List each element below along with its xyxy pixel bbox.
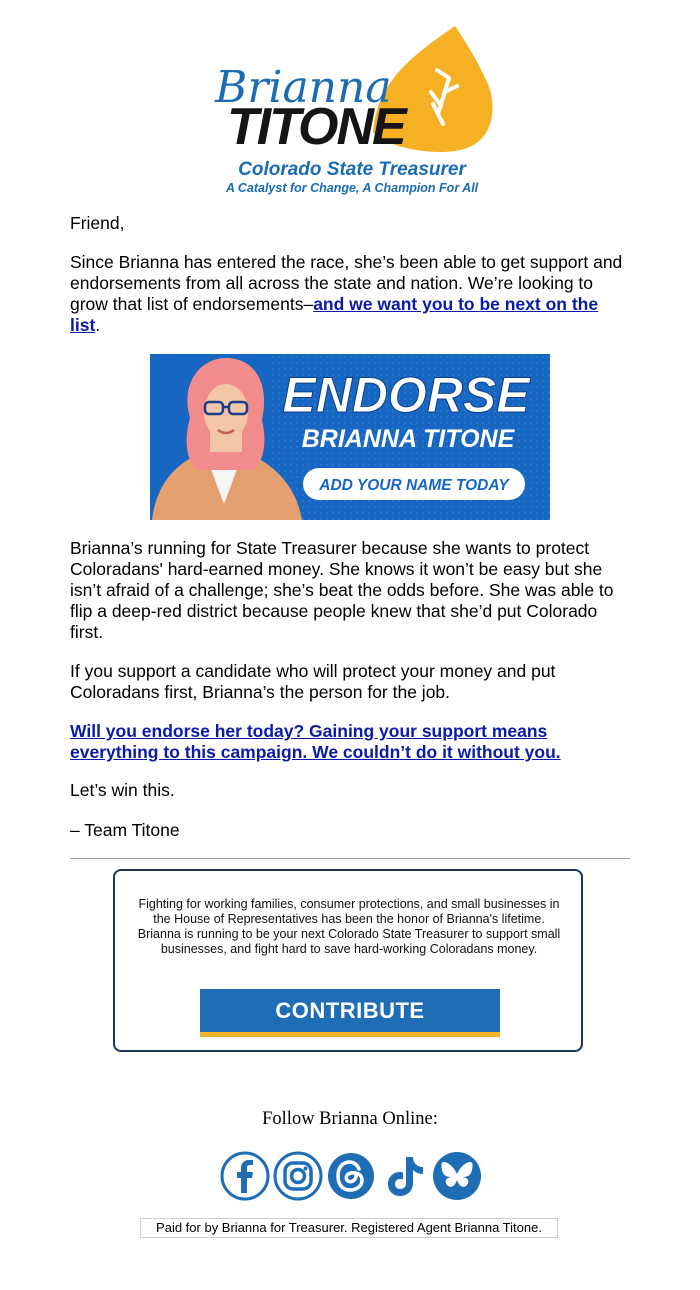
bluesky-icon[interactable] xyxy=(432,1151,482,1201)
logo-script-name: Brianna xyxy=(215,62,392,113)
follow-label: Follow Brianna Online: xyxy=(262,1109,438,1129)
tiktok-icon[interactable] xyxy=(379,1151,429,1201)
banner-subheadline: BRIANNA TITONE xyxy=(301,425,515,453)
paid-for-disclaimer: Paid for by Brianna for Treasurer. Registered Agent Brianna Titone. xyxy=(140,1218,558,1238)
instagram-icon[interactable] xyxy=(273,1151,323,1201)
facebook-icon[interactable] xyxy=(220,1151,270,1201)
intro-paragraph xyxy=(70,252,630,336)
campaign-logo xyxy=(205,20,500,200)
social-links xyxy=(220,1151,482,1201)
endorse-banner[interactable] xyxy=(150,354,550,520)
banner-button-label: ADD YOUR NAME TODAY xyxy=(319,477,509,494)
greeting xyxy=(70,213,630,234)
intro-period: . xyxy=(95,315,101,335)
cta-paragraph xyxy=(70,721,630,763)
body-text-2: If you support a candidate who will protect your money and put Coloradans first, Brianna’s the person for the job. xyxy=(70,661,556,702)
greeting-text: Friend, xyxy=(70,213,125,233)
intro-body: Since Brianna has entered the race, she’s been able to get support and endorsements from all across the state and nation. We’re looking to grow that list of endorsements– xyxy=(70,252,623,314)
logo-office: Colorado State Treasurer xyxy=(238,159,466,180)
signature-text: – Team Titone xyxy=(70,820,180,840)
banner-headline: ENDORSE xyxy=(282,367,530,423)
endorse-inline-link[interactable]: and we want you to be next on the list xyxy=(70,294,599,335)
closing xyxy=(70,780,630,801)
logo-surname: TITONE xyxy=(227,98,405,156)
body-paragraph-1 xyxy=(70,538,630,643)
donate-box xyxy=(113,869,583,1052)
body-text-1: Brianna’s running for State Treasurer because she wants to protect Coloradans' hard-earned money. She knows it won’t be easy but she isn’t afraid of a challenge; she’s beat the odds before. She was able to flip a deep-red district because people knew that she’d put Colorado first. xyxy=(70,538,614,642)
logo-tagline: A Catalyst for Change, A Champion For All xyxy=(225,181,479,195)
endorse-cta-link[interactable]: Will you endorse her today? Gaining your support means everything to this campaign. We couldn’t do it without you. xyxy=(70,721,561,762)
intro-text xyxy=(70,252,630,336)
signature xyxy=(70,820,630,841)
contribute-button[interactable]: CONTRIBUTE xyxy=(200,989,500,1037)
closing-text: Let’s win this. xyxy=(70,780,175,800)
divider xyxy=(70,858,630,859)
body-paragraph-2 xyxy=(70,661,630,703)
donate-box-text: Fighting for working families, consumer protections, and small businesses in the House of Representatives has been the honor of Brianna's lifetime. Brianna is running to be your next Colorado State Treasurer to support small businesses, and fight hard to save hard-working Coloradans money. xyxy=(137,897,561,956)
threads-icon[interactable] xyxy=(326,1151,376,1201)
